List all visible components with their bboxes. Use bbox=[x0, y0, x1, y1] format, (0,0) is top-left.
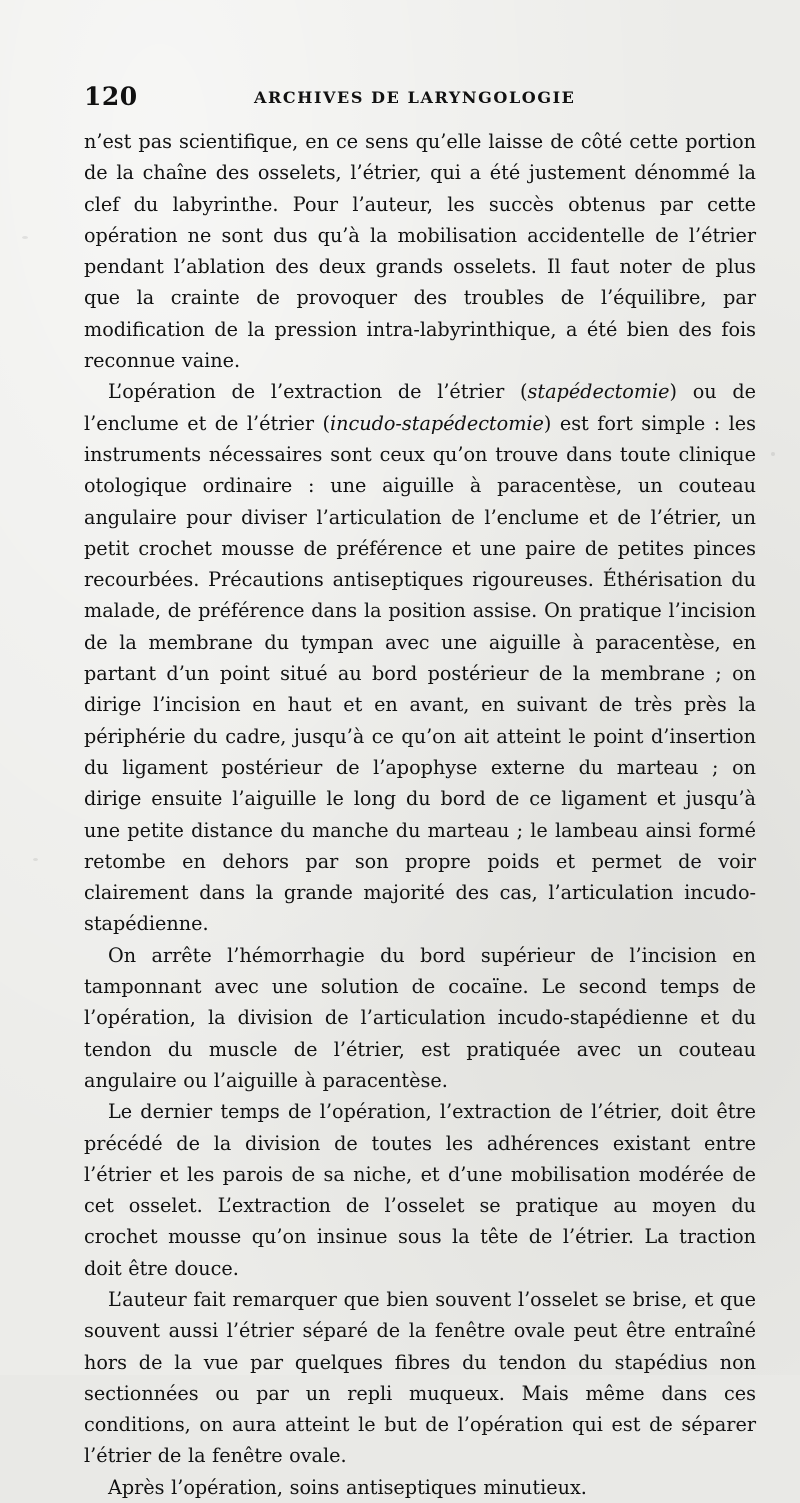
paragraph-text: ) est fort simple : les instruments nécessaires sont ceux qu’on trouve dans toute clinique otologique ordinaire : une aiguille à paracentèse, un couteau angulaire pour diviser l’articulation de l’enclume et de l’étrier, un petit crochet mousse de préférence et une paire de petites pinces recourbées. Précautions antiseptiques rigoureuses. Éthérisation du malade, de préférence dans la position assise. On pratique l’incision de la membrane du tympan avec une aiguille à paracentèse, en partant d’un point situé au bord postérieur de la membrane ; on dirige l’incision en haut et en avant, en suivant de très près la périphérie du cadre, jusqu’à ce qu’on ait atteint le point d’insertion du ligament postérieur de l’apophyse externe du marteau ; on dirige ensuite l’aiguille le long du bord de ce ligament et jusqu’à une petite distance du manche du marteau ; le lambeau ainsi formé retombe en dehors par son propre poids et permet de voir clairement dans la grande majorité des cas, l’articulation incudo-stapédienne. bbox=[84, 411, 756, 936]
paragraph-continued bbox=[84, 126, 756, 376]
paper-speck bbox=[22, 236, 28, 239]
paper-speck bbox=[33, 858, 38, 861]
paragraph-stapedectomie bbox=[84, 376, 756, 939]
paragraph-remarque-auteur bbox=[84, 1284, 756, 1472]
page-header bbox=[84, 82, 756, 112]
paragraph-text: n’est pas scientifique, en ce sens qu’elle laisse de côté cette portion de la chaîne des osselets, l’étrier, qui a été justement dénommé la clef du labyrinthe. Pour l’auteur, les succès obtenus par cette opération ne sont dus qu’à la mobilisation accidentelle de l’étrier pendant l’ablation des deux grands osselets. Il faut noter de plus que la crainte de provoquer des troubles de l’équilibre, par modification de la pression intra-labyrinthique, a été bien des fois reconnue vaine. bbox=[84, 130, 756, 373]
paper-speck bbox=[771, 452, 775, 456]
paragraph-text: L’auteur fait remarquer que bien souvent l’osselet se brise, et que souvent aussi l’étrier séparé de la fenêtre ovale peut être entraîné hors de la vue par quelques fibres du tendon du stapédius non sectionnées ou par un repli muqueux. Mais même dans ces conditions, on aura atteint le but de l’opération qui est de séparer l’étrier de la fenêtre ovale. bbox=[84, 1287, 756, 1468]
italic-term: incudo-stapédectomie bbox=[330, 411, 544, 435]
italic-term: stapédectomie bbox=[527, 380, 670, 404]
body-text bbox=[84, 126, 756, 1503]
running-title: ARCHIVES DE LARYNGOLOGIE bbox=[254, 88, 576, 107]
paragraph-text: Le dernier temps de l’opération, l’extraction de l’étrier, doit être précédé de la division de toutes les adhérences existant entre l’étrier et les parois de sa niche, et d’une mobilisation modérée de cet osselet. L’extraction de l’osselet se pratique au moyen du crochet mousse qu’on insinue sous la tête de l’étrier. La traction doit être douce. bbox=[84, 1100, 756, 1280]
page-number: 120 bbox=[84, 82, 138, 111]
paragraph-text: ) ou de l’enclume et de l’étrier ( bbox=[84, 380, 756, 435]
paragraph-dernier-temps bbox=[84, 1096, 756, 1284]
paragraph-text: Après l’opération, soins antiseptiques minutieux. bbox=[108, 1475, 587, 1499]
paragraph-apres-operation bbox=[84, 1472, 756, 1503]
paragraph-text: L’opération de l’extraction de l’étrier ( bbox=[108, 380, 528, 404]
paragraph-hemorrhagie bbox=[84, 940, 756, 1096]
paragraph-text: On arrête l’hémorrhagie du bord supérieur de l’incision en tamponnant avec une solution de cocaïne. Le second temps de l’opération, la division de l’articulation incudo-stapédienne et du tendon du muscle de l’étrier, est pratiquée avec un couteau angulaire ou l’aiguille à paracentèse. bbox=[84, 943, 756, 1092]
